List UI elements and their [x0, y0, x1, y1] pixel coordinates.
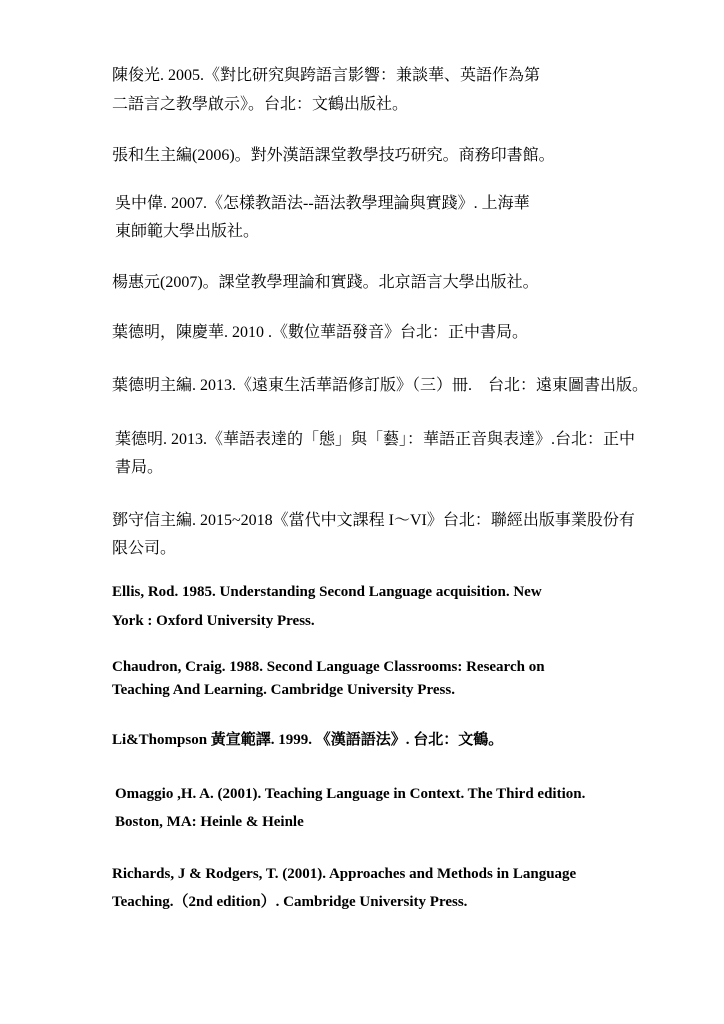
reference-line: Teaching.（2nd edition）. Cambridge University Press.: [112, 894, 468, 910]
reference-line: Ellis, Rod. 1985. Understanding Second Language acquisition. New: [112, 584, 542, 600]
reference-line: 書局。: [115, 459, 164, 476]
reference-line: Richards, J & Rodgers, T. (2001). Approaches and Methods in Language: [112, 866, 577, 882]
reference-line: 二語言之教學啟示》。台北：文鶴出版社。: [112, 96, 409, 113]
reference-line: 吳中偉. 2007.《怎樣教語法--語法教學理論與實踐》. 上海華: [115, 195, 530, 212]
reference-line: Chaudron, Craig. 1988. Second Language Classrooms: Research on: [112, 659, 545, 675]
reference-line: 楊惠元(2007)。課堂教學理論和實踐。北京語言大學出版社。: [112, 274, 539, 291]
reference-line: 鄧守信主編. 2015~2018《當代中文課程 I～VI》台北：聯經出版事業股份有: [112, 512, 635, 529]
reference-line: Omaggio ,H. A. (2001). Teaching Language in Context. The Third edition.: [115, 786, 586, 802]
reference-line: 限公司。: [112, 540, 177, 557]
reference-line: Teaching And Learning. Cambridge University Press.: [112, 682, 455, 698]
reference-line: Li&Thompson 黃宣範譯. 1999. 《漢語語法》. 台北：文鶴。: [112, 732, 504, 748]
reference-line: 張和生主編(2006)。對外漢語課堂教學技巧研究。商務印書館。: [112, 147, 555, 164]
reference-line: 葉德明，陳慶華. 2010 .《數位華語發音》台北：正中書局。: [112, 324, 529, 341]
reference-line: York : Oxford University Press.: [112, 613, 315, 629]
reference-line: Boston, MA: Heinle & Heinle: [115, 814, 304, 830]
reference-line: 東師範大學出版社。: [115, 223, 260, 240]
reference-line: 葉德明主編. 2013.《遠東生活華語修訂版》（三）冊. 台北：遠東圖書出版。: [112, 377, 649, 394]
reference-line: 陳俊光. 2005.《對比研究與跨語言影響：兼談華、英語作為第: [112, 67, 541, 84]
reference-line: 葉德明. 2013.《華語表達的「態」與「藝」：華語正音與表達》.台北：正中: [115, 431, 636, 448]
